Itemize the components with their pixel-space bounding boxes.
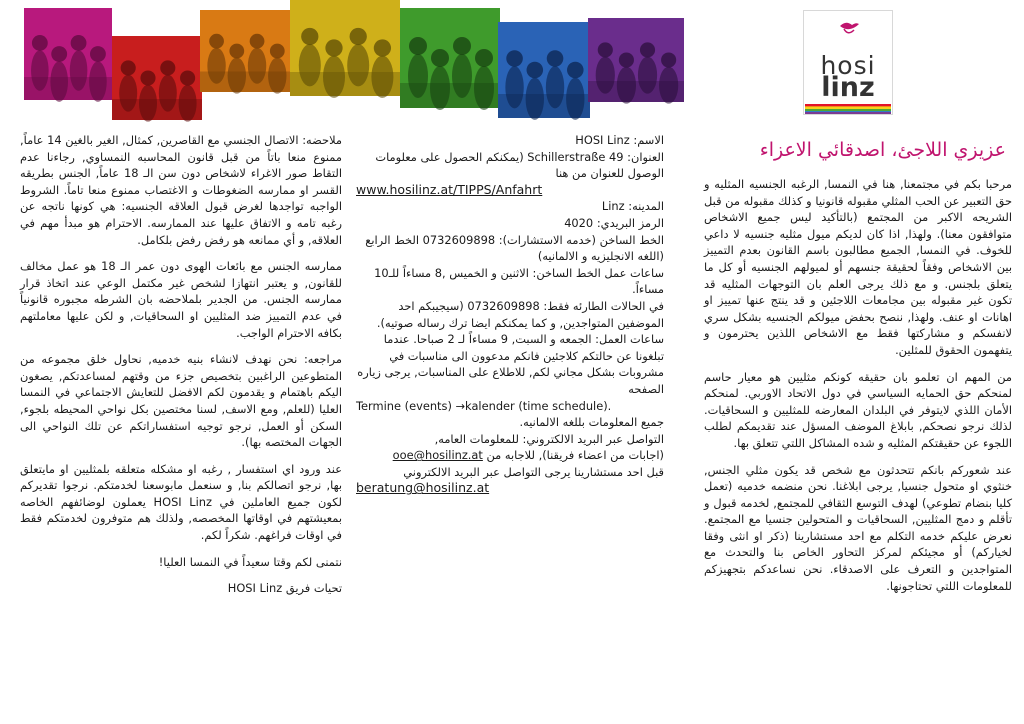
events-link[interactable]: Termine (events) →kalender (time schedule). bbox=[356, 398, 612, 413]
photo-red bbox=[112, 36, 202, 122]
directions-link[interactable]: www.hosilinz.at/TIPPS/Anfahrt bbox=[356, 181, 543, 197]
rainbow-band bbox=[805, 112, 891, 114]
notes-column bbox=[20, 132, 342, 607]
photo-collage-svg bbox=[0, 0, 700, 130]
asylum-paragraph: من المهم ان تعلمو بان حقيقه كونكم مثليين هو معيار حاسم لمنحكم حق الحمايه السياسي في دول الاتحاد الاوربي. لمنحكم الأمان اللذي لايتوفر في البلدان المعارضه للمثليين و السحاقيات. لذلك نرجو نصحكم, بابلاغ الموضف المسؤل عند تقديمكم لطلب اللجوء عن حقيقتكم المثليه و شده المشاكل اللتي تتعلق بها. bbox=[704, 369, 1012, 450]
page-headline: عزيزي اللاجئ، اصدقائي الاعزاء bbox=[759, 139, 1006, 161]
signature: تحيات فريق HOSI Linz bbox=[227, 581, 342, 596]
contact-us-paragraph: عند ورود اي استفسار , رغبه او مشكله متعلقه بلمثليين او مايتعلق بها, نرجو اتصالكم بنا, و سنعمل مابوسعنا لخدمتكم. نرجوا تقديركم لكون جميع العاملين في HOSI Linz يعملون لوضائفهم الخاصه بمعيشتهم في اوقاتها المخصصه, ولذلك هم متوفرون لخدمتكم فقط في اوقات فراغهم. شكراً لكم. bbox=[20, 461, 342, 543]
email-beratung-link[interactable]: beratung@hosilinz.at bbox=[356, 480, 490, 496]
hotline-hours: ساعات عمل الخط الساخن: الاثنين و الخميس ,8 مساءاً للـ10 مساءاً. bbox=[374, 265, 664, 297]
photo-magenta bbox=[24, 8, 112, 102]
contact-column bbox=[356, 132, 664, 497]
emergency-text: في الحالات الطارئه فقط: 0732609898 (سيجيبكم احد الموضفين المتواجدين, و كما يمكنكم ايضا ترك رساله صوتيه). bbox=[376, 298, 664, 330]
name-value: HOSI Linz bbox=[575, 133, 630, 147]
photo-collage bbox=[0, 0, 700, 130]
address-label: العنوان: bbox=[627, 149, 664, 164]
postcode-value: 4020 bbox=[564, 215, 594, 230]
welcome-paragraph: مرحبا بكم في مجتمعنا, هنا في النمسا, الرغبه الجنسيه المثليه و حق التعبير عن الحب المثلي مقبوله قانونيا و كذلك مقبوله من قبل الشريحه الاكبر من المجتمع (بالتأكيد ليس جميع الاشخاص متوافقون معنا). ولهذا, اذا كان لديكم ميول مثليه جنسيه لا داعي للخوف. في النمسا, الجميع مطالبون باسم القانون بعدم التمييز بين الاشخاص وفقاً لحقيقة جنسهم أو لميولهم الجنسيه أو كل ما يتعلق بلجنس. و مع ذلك يرجى العلم بان التوجهات المثليه قد تكون غير مقبوله بين مجامعات اللاجئين و قد ينتج عنها تمييز او اهانات او عنف. ولهذا, ننصح بحفض ميولكم الجنسيه بشكل سري لانفسكم و مشاركتها فقط مع الاشخاص اللذين يحترمون و يتفهمون الحقوق للمثلين. bbox=[704, 177, 1012, 357]
photo-purple bbox=[588, 18, 684, 104]
hosi-linz-logo bbox=[803, 10, 893, 115]
email-beratung-intro: قبل احد مستشارينا يرجى التواصل عبر البريد الالكتروني bbox=[403, 464, 664, 479]
prostitution-paragraph: ممارسه الجنس مع بائعات الهوى دون عمر الـ 18 هو عمل مخالف للقانون, و يعتبر انتهازا لشخص غير مكتمل الوعي عند اتخاذ قرار ممارسه الجنس. من الجدير بلملاحضه بان الشرطه مجبوره قانونياً في عدم التمييز ضد المثليين او السحاقيات, و لكن عليها معاملتهم بكافه الاحترام الواجب. bbox=[20, 259, 342, 340]
photo-orange bbox=[200, 10, 292, 94]
legal-note-paragraph: ملاحضه: الاتصال الجنسي مع القاصرين, كمثال, الغير بالغين 14 عاماً, ممنوع منعا باتاً من قبل قانون المحاسبه النمساوي, رجاءنا عدم التقاط صور الاغراء لاشخاص دون سن الـ 18 عاماً, الجنس بطريقه القسر او ممارسه الضغوطات و الاغتصاب ممنوع منعا تاماً. الشروط الواجبه تواجدها لغرض قبول العلاقه الجنسيه: هي كونها ناتجه عن رغبه تامه و الاتفاق عليها عند الممارسه. الاحترام هو مبدأ مهم في العلاقه, و أي ممانعه هو رفض رفض بلكامل. bbox=[20, 133, 342, 247]
email-ooe-note: (اجابات من اعضاء فريقنا), للاجابه من bbox=[486, 448, 664, 463]
address-value: Schillerstraße 49 bbox=[527, 149, 624, 164]
email-label: التواصل عبر البريد الالكتروني: للمعلومات العامه, bbox=[434, 431, 664, 446]
photo-blue bbox=[498, 22, 590, 120]
photo-yellow bbox=[290, 0, 400, 98]
email-ooe-link[interactable]: ooe@hosilinz.at bbox=[392, 448, 483, 463]
hotline-text: الخط الساخن (خدمه الاستشارات): 0732609898 الخط الرابع (اللغه الانجليزيه و الالمانيه) bbox=[365, 232, 664, 264]
city-value: Linz bbox=[601, 199, 625, 214]
opening-hours: ساعات العمل: الجمعه و السبت, 9 مساءاً لـ 2 صباحا. عندما تبلغونا عن حالتكم كلاجئين فانكم مدعوون الى مناسبات في مشروبات بشكل مجاني لكم, للاطلاع على المناسبات, يرجى زياره الصفحه bbox=[357, 332, 664, 396]
photo-green bbox=[400, 8, 500, 110]
welcome-column bbox=[704, 176, 1012, 604]
city-label: المدينه: bbox=[628, 199, 664, 214]
volunteer-paragraph: مراجعه: نحن نهدف لانشاء بنيه خدميه, نحاول خلق مجموعه من المتطوعين الراغبين بتخصيص جزء من وقتهم لمساعدتكم, يصغون اليكم باهتمام و يقدمون لكم الافضل للتعايش الاجتماعي في النمسا العليا (للعلم, ومع الاسف, لسنا مختصين بكل نواحي المحيطه بلجوء, السكن أو العمل, نرجو توجيه استفساراتكم عن تلك النواحي الى الجهات المختصه بها). bbox=[20, 352, 342, 450]
logo-text-bottom: linz bbox=[821, 72, 875, 103]
rainbow-stripe bbox=[805, 104, 891, 114]
logo-text-top: hosi bbox=[820, 51, 876, 80]
services-paragraph: عند شعوركم بانكم تتحدثون مع شخص قد يكون مثلي الجنس, خنثوي او متحول جنسيا, يرجى ابلاغنا. نحن منضمه خدميه (تعمل كليا بنضام تطوعي) لهدف التوسع الثقافي للمجتمع, لخدمه قبول و تأقلم و دمج المثليين, السحاقيات و المتحولين جنسيا مع المجتمع. نعرض عليكم خدمه التكلم مع احد مستشارينا (ذكر او انثى وفقا لخياركم) أو مجيئكم لمركز التحاور الخاص بنا والتحدث مع المتواجدين و التعرف على الاصدقاء. نحن نساعدكم بتجهيزكم للمعلومات اللتي تحتاجونها. bbox=[704, 462, 1012, 593]
closing-wish: نتمنى لكم وقتا سعيداً في النمسا العليا! bbox=[158, 554, 342, 569]
german-info: جميع المعلومات بللغه الالمانيه. bbox=[519, 415, 664, 430]
name-label: الاسم: bbox=[633, 133, 664, 147]
address-note: (يمكنكم الحصول على معلومات الوصول للعنوان من هنا bbox=[375, 149, 664, 181]
bird-icon bbox=[838, 20, 860, 38]
postcode-label: الرمز البريدي: bbox=[596, 215, 664, 230]
